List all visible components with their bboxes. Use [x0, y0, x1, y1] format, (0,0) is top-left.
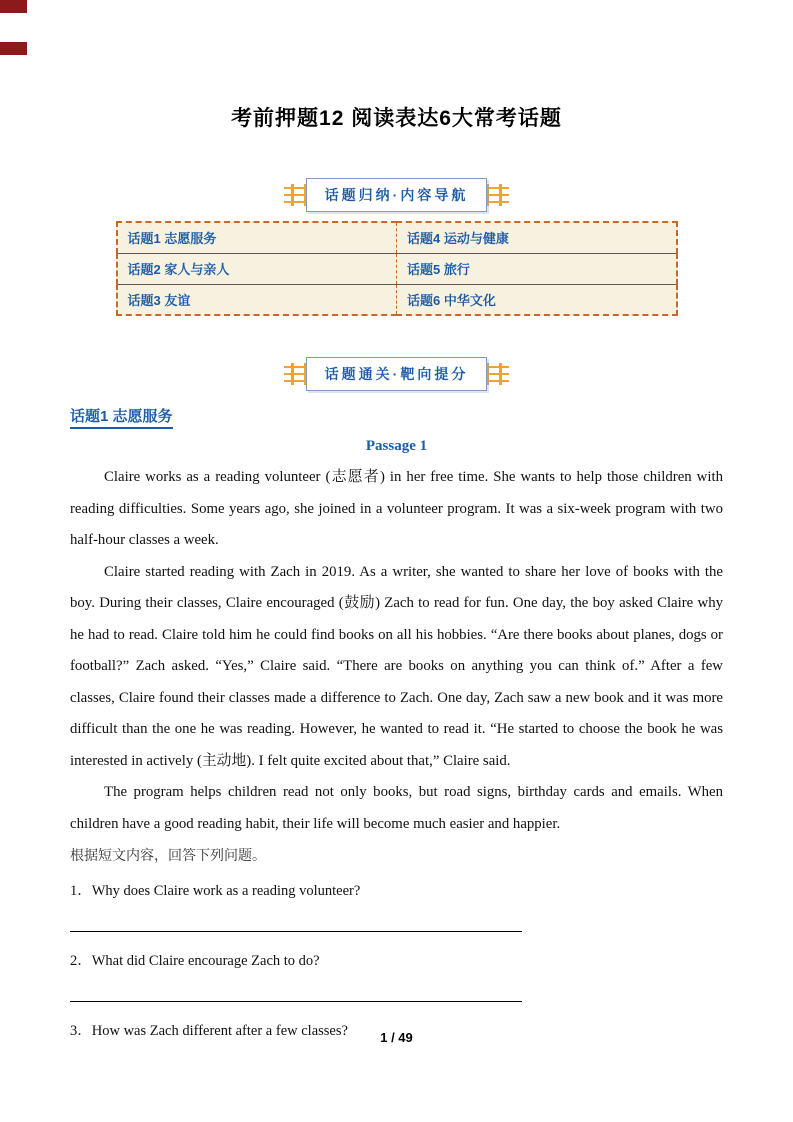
topics-table	[116, 221, 678, 316]
doc-title: 考前押题12 阅读表达6大常考话题	[231, 107, 562, 130]
banner-nav-label: 话题归纳·内容导航	[306, 178, 488, 212]
question-2: 2．What did Claire encourage Zach to do?	[70, 952, 320, 969]
banner-boost	[0, 357, 793, 391]
deco-bar	[291, 184, 294, 206]
table-row	[117, 284, 677, 315]
deco-bar	[291, 363, 294, 385]
passage-title: Passage 1	[365, 438, 428, 454]
topic-cell: 话题4 运动与健康	[407, 231, 509, 247]
page-number: 1 / 49	[380, 1030, 413, 1045]
section-heading-text: 话题1 志愿服务	[70, 408, 173, 429]
page-content	[70, 405, 723, 1047]
section-heading	[70, 405, 723, 426]
banner-boost-label: 话题通关·靶向提分	[306, 357, 488, 391]
table-row	[117, 222, 677, 253]
topic-cell: 话题5 旅行	[397, 253, 677, 284]
table-row	[117, 253, 677, 284]
topic-cell: 话题1 志愿服务	[117, 222, 397, 253]
topic-cell: 话题3 友谊	[117, 284, 397, 315]
passage-paragraph: The program helps children read not only books, but road signs, birthday cards and emails. When children have a good reading habit, their life will become much easier and happier.	[70, 784, 723, 832]
answer-line-1	[70, 931, 522, 932]
question-3: 3．How was Zach different after a few classes?	[70, 1022, 348, 1039]
answer-line-2	[70, 1001, 522, 1002]
question-1: 1．Why does Claire work as a reading volunteer?	[70, 882, 361, 899]
topic-cell: 话题6 中华文化	[397, 284, 677, 315]
corner-mark-top	[0, 0, 27, 13]
banner-nav	[0, 178, 793, 212]
topic-cell: 话题2 家人与亲人	[117, 253, 397, 284]
deco-bar	[499, 363, 502, 385]
instruction-text: 根据短文内容，回答下列问题。	[70, 847, 266, 863]
passage-paragraph: Claire started reading with Zach in 2019. As a writer, she wanted to share her love of books with the boy. During their classes, Claire encouraged (鼓励) Zach to read for fun. One day, the boy asked Claire why he had to read. Claire told him he could find books on all his hobbies. “Are there books about planes, dogs or football?” Zach asked. “Yes,” Claire said. “There are books on anything you can think of.” After a few classes, Claire found their classes made a difference to Zach. One day, Zach saw a new book and it was more difficult than the one he was reading. However, he wanted to read it. “He started to choose the book he was interested in actively (主动地). I felt quite excited about that,” Claire said.	[70, 563, 723, 769]
deco-bar	[499, 184, 502, 206]
passage-paragraph: Claire works as a reading volunteer (志愿者) in her free time. She wants to help those children with reading difficulties. Some years ago, she joined in a volunteer program. It was a six-week program with two half-hour classes a week.	[70, 469, 723, 548]
corner-mark-bottom	[0, 42, 27, 55]
